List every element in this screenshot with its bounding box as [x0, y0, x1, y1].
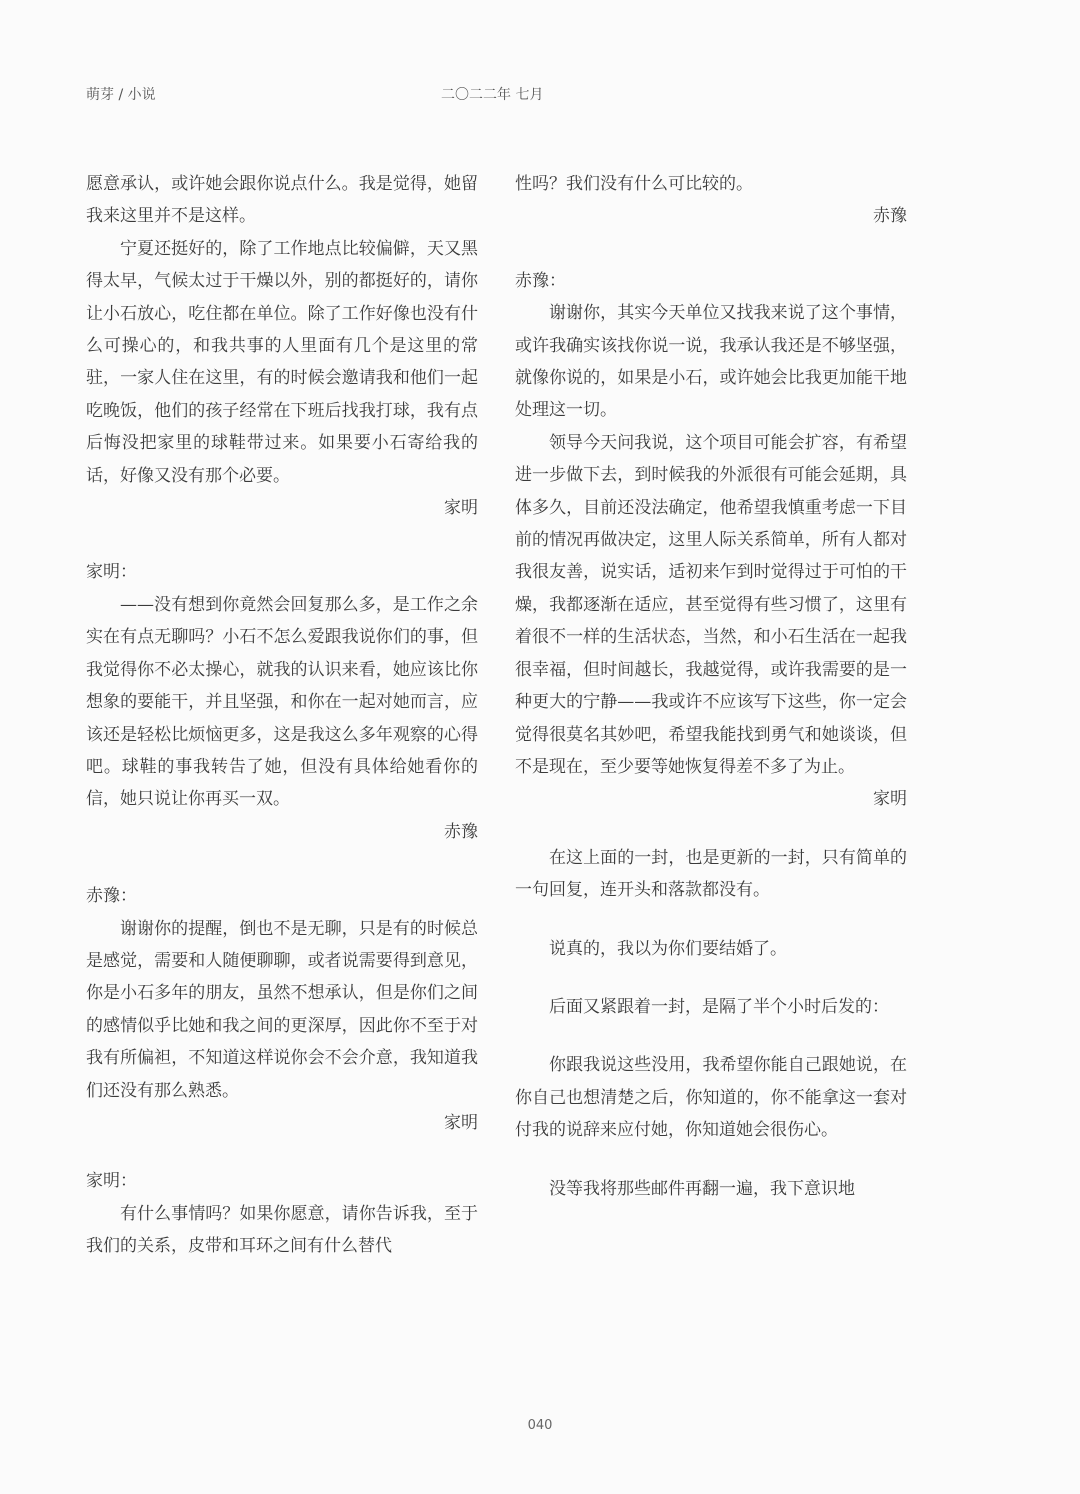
paragraph: 性吗？我们没有什么可比较的。	[515, 174, 753, 194]
paragraph: ——没有想到你竟然会回复那么多，是工作之余实在有点无聊吗？小石不怎么爱跟我说你们的事，但我觉得你不必太操心，就我的认识来看，她应该比你想象的要能干，并且坚强，和你在一起对她而言，应该还是轻松比烦恼更多，这是我这么多年观察的心得吧。球鞋的事我转告了她，但没有具体给她看你的信，她只说让你再买一双。	[86, 594, 478, 810]
left-column	[86, 168, 478, 1263]
paragraph: 没等我将那些邮件再翻一遍，我下意识地	[549, 1178, 855, 1199]
salutation: 家明：	[86, 562, 137, 583]
signature: 家明	[444, 498, 478, 519]
paragraph: 你跟我说这些没用，我希望你能自己跟她说，在你自己也想清楚之后，你知道的，你不能拿这一套对付我的说辞来应付她，你知道她会很伤心。	[515, 1055, 907, 1141]
paragraph: 后面又紧跟着一封，是隔了半个小时后发的：	[549, 996, 889, 1017]
signature: 家明	[444, 1112, 478, 1133]
section-label: 萌芽 / 小说	[86, 87, 156, 103]
signature: 赤豫	[444, 821, 478, 842]
salutation: 赤豫：	[515, 270, 566, 291]
paragraph: 说真的，我以为你们要结婚了。	[549, 938, 787, 959]
paragraph: 有什么事情吗？如果你愿意，请你告诉我，至于我们的关系，皮带和耳环之间有什么替代	[86, 1203, 478, 1257]
salutation: 家明：	[86, 1171, 137, 1192]
paragraph: 宁夏还挺好的，除了工作地点比较偏僻，天又黑得太早，气候太过于干燥以外，别的都挺好的，请你让小石放心，吃住都在单位。除了工作好像也没有什么可操心的，和我共事的人里面有几个是这里的常驻，一家人住在这里，有的时候会邀请我和他们一起吃晚饭，他们的孩子经常在下班后找我打球，我有点后悔没把家里的球鞋带过来。如果要小石寄给我的话，好像又没有那个必要。	[86, 238, 478, 486]
right-column	[515, 168, 907, 1205]
page-number: 040	[527, 1418, 553, 1433]
signature: 家明	[873, 789, 907, 810]
paragraph: 领导今天问我说，这个项目可能会扩容，有希望进一步做下去，到时候我的外派很有可能会延期，具体多久，目前还没法确定，他希望我慎重考虑一下目前的情况再做决定，这里人际关系简单，所有人都对我很友善，说实话，适初来乍到时觉得过于可怕的干燥，我都逐渐在适应，甚至觉得有些习惯了，这里有着很不一样的生活状态，当然，和小石生活在一起我很幸福，但时间越长，我越觉得，或许我需要的是一种更大的宁静——我或许不应该写下这些，你一定会觉得很莫名其妙吧，希望我能找到勇气和她谈谈，但不是现在，至少要等她恢复得差不多了为止。	[515, 432, 907, 777]
signature: 赤豫	[873, 206, 907, 227]
issue-date: 二〇二二年 七月	[441, 87, 544, 103]
paragraph: 在这上面的一封，也是更新的一封，只有简单的一句回复，连开头和落款都没有。	[515, 847, 907, 901]
salutation: 赤豫：	[86, 886, 137, 907]
paragraph: 愿意承认，或许她会跟你说点什么。我是觉得，她留我来这里并不是这样。	[86, 174, 478, 227]
paragraph: 谢谢你的提醒，倒也不是无聊，只是有的时候总是感觉，需要和人随便聊聊，或者说需要得到意见，你是小石多年的朋友，虽然不想承认，但是你们之间的感情似乎比她和我之间的更深厚，因此你不至于对我有所偏袒，不知道这样说你会不会介意，我知道我们还没有那么熟悉。	[86, 918, 478, 1101]
paragraph: 谢谢你，其实今天单位又找我来说了这个事情，或许我确实该找你说一说，我承认我还是不够坚强，就像你说的，如果是小石，或许她会比我更加能干地处理这一切。	[515, 303, 907, 421]
page-header	[86, 80, 994, 110]
